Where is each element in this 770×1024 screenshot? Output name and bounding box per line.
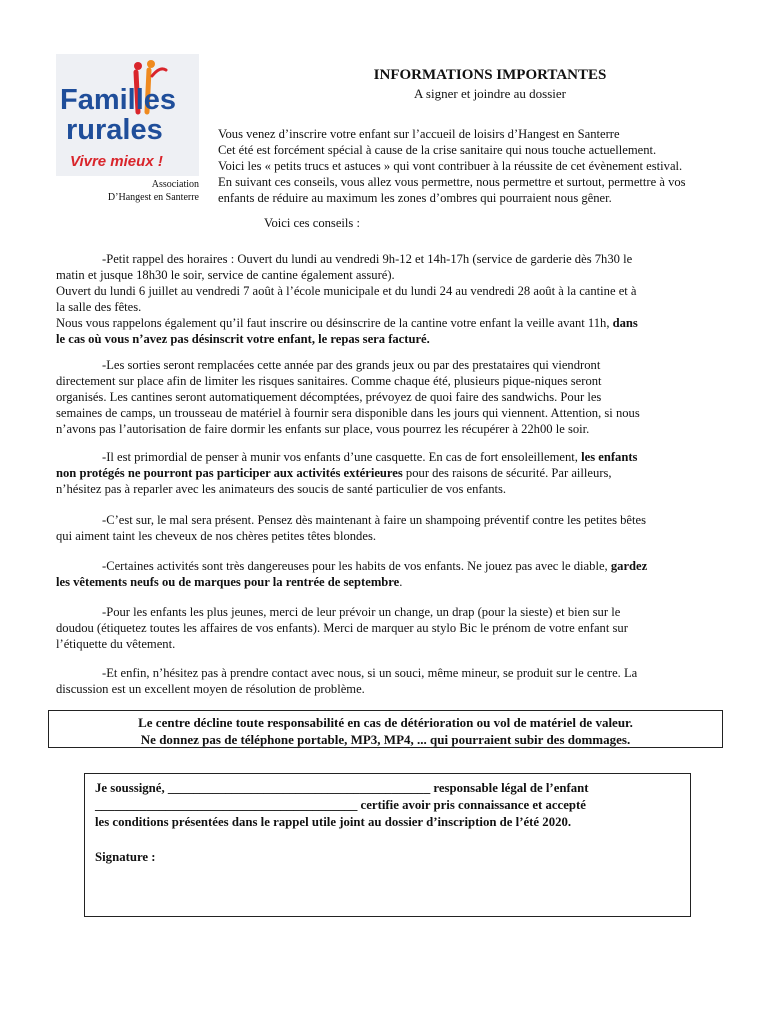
text-span: -Certaines activités sont très dangereuses pour les habits de vos enfants. Ne jouez pas avec le diable, xyxy=(102,559,608,573)
logo-tagline: Vivre mieux ! xyxy=(70,153,163,170)
text-line: la salle des fêtes. xyxy=(56,300,142,314)
page-title: INFORMATIONS IMPORTANTES xyxy=(373,67,607,83)
association-line1: Association xyxy=(151,179,199,190)
text-line: directement sur place afin de limiter les risques sanitaires. Comme chaque été, plusieurs pique-niques seront xyxy=(56,374,602,388)
logo-line2: rurales xyxy=(66,114,163,146)
logo-line1: Familles xyxy=(60,84,177,116)
text-line: discussion est un excellent moyen de résolution de problème. xyxy=(56,682,365,696)
text-line xyxy=(56,465,724,481)
text-line: l’étiquette du vêtement. xyxy=(56,637,176,651)
intro-line: enfants de réduire au maximum les zones d’ombres qui pourraient nous gêner. xyxy=(218,191,612,205)
text-line: -C’est sur, le mal sera présent. Pensez dès maintenant à faire un shampoing préventif contre les petites bêtes xyxy=(102,513,646,527)
form-line: Je soussigné, _________________________________________ responsable légal de l’enfant xyxy=(95,781,589,795)
schedule-paragraph xyxy=(56,251,724,347)
text-line: matin et jusque 18h30 le soir, service de cantine également assuré). xyxy=(56,268,395,282)
advice-intro: Voici ces conseils : xyxy=(264,216,360,230)
text-line: doudou (étiquetez toutes les affaires de vos enfants). Merci de marquer au stylo Bic le prénom de votre enfant sur xyxy=(56,621,628,635)
text-line: n’hésitez pas à reparler avec les animateurs des soucis de santé particulier de vos enfants. xyxy=(56,482,507,496)
familles-rurales-logo xyxy=(56,54,199,176)
bold-span: non protégés ne pourront pas participer aux activités extérieures xyxy=(56,466,403,480)
association-line2: D’Hangest en Santerre xyxy=(107,192,199,203)
bold-span: les vêtements neufs ou de marques pour la rentrée de septembre xyxy=(56,575,400,589)
text-line: n’avons pas l’autorisation de faire dormir les enfants sur place, vous pourrez les récupérer à 22h00 le soir. xyxy=(56,422,590,436)
text-span: pour des raisons de sécurité. Par ailleurs, xyxy=(405,466,612,480)
clothes-paragraph xyxy=(56,558,724,590)
page-subtitle: A signer et joindre au dossier xyxy=(414,86,566,101)
text-line: -Les sorties seront remplacées cette année par des grands jeux ou par des prestataires qui viendront xyxy=(102,358,601,372)
cap-paragraph xyxy=(56,449,724,497)
intro-line: Vous venez d’inscrire votre enfant sur l’accueil de loisirs d’Hangest en Santerre xyxy=(218,127,620,141)
notice-line: Ne donnez pas de téléphone portable, MP3, MP4, ... qui pourraient subir des dommages. xyxy=(140,732,631,747)
form-line: _________________________________________ certifie avoir pris connaissance et accepté xyxy=(95,798,586,812)
intro-line: Voici les « petits trucs et astuces » qui vont contribuer à la réussite de cet évènement estival. xyxy=(218,159,683,173)
logo-figure-head-red xyxy=(134,62,142,70)
bold-span: les enfants xyxy=(581,450,638,464)
text-line: -Et enfin, n’hésitez pas à prendre contact avec nous, si un souci, même mineur, se produit sur le centre. La xyxy=(102,666,638,680)
text-line xyxy=(56,574,724,590)
text-line: -Petit rappel des horaires : Ouvert du lundi au vendredi 9h-12 et 14h-17h (service de garderie dès 7h30 le xyxy=(102,252,633,266)
bold-span: gardez xyxy=(610,559,648,573)
text-line: qui aiment taint les cheveux de nos chères petites têtes blondes. xyxy=(56,529,376,543)
bold-span: dans xyxy=(612,316,638,330)
text-line: Ouvert du lundi 6 juillet au vendredi 7 août à l’école municipale et du lundi 24 au vendredi 28 août à la cantine et à xyxy=(56,284,637,298)
signature-form xyxy=(84,773,691,917)
intro-line: Cet été est forcément spécial à cause de la crise sanitaire qui nous touche actuellement. xyxy=(218,143,657,157)
text-line: semaines de camps, un trousseau de matériel à fournir sera disponible dans les jours qui viennent. Attention, si nous xyxy=(56,406,640,420)
logo-figure-arm xyxy=(152,69,166,76)
logo-figure-head-orange xyxy=(147,60,155,68)
outings-paragraph xyxy=(56,357,724,437)
lice-paragraph xyxy=(56,512,724,544)
logo-graphic xyxy=(56,54,199,176)
text-span: -Il est primordial de penser à munir vos enfants d’une casquette. En cas de fort ensoleillement, xyxy=(102,450,578,464)
responsibility-notice xyxy=(48,710,723,748)
young-children-paragraph xyxy=(56,604,724,652)
text-span: Nous vous rappelons également qu’il faut inscrire ou désinscrire de la cantine votre enfant la veille avant 11h, xyxy=(56,316,610,330)
intro-line: En suivant ces conseils, vous allez vous permettre, nous permettre et surtout, permettre à vos xyxy=(218,175,686,189)
text-line xyxy=(56,449,724,465)
text-line xyxy=(56,558,724,574)
notice-line: Le centre décline toute responsabilité en cas de détérioration ou vol de matériel de valeur. xyxy=(138,715,633,730)
form-line: les conditions présentées dans le rappel utile joint au dossier d’inscription de l’été 2020. xyxy=(95,815,572,829)
contact-paragraph xyxy=(56,665,724,697)
intro-paragraph xyxy=(218,126,758,206)
text-line xyxy=(56,331,724,347)
bold-span: le cas où vous n’avez pas désinscrit votre enfant, le repas sera facturé. xyxy=(56,332,430,346)
association-label xyxy=(86,178,199,204)
text-line: -Pour les enfants les plus jeunes, merci de leur prévoir un change, un drap (pour la sieste) et bien sur le xyxy=(102,605,621,619)
text-line xyxy=(56,315,724,331)
text-span: . xyxy=(399,575,403,589)
signature-label: Signature : xyxy=(95,850,156,864)
text-line: organisés. Les cantines seront automatiquement décomptées, prévoyez de quoi faire des sandwichs. Pour les xyxy=(56,390,602,404)
